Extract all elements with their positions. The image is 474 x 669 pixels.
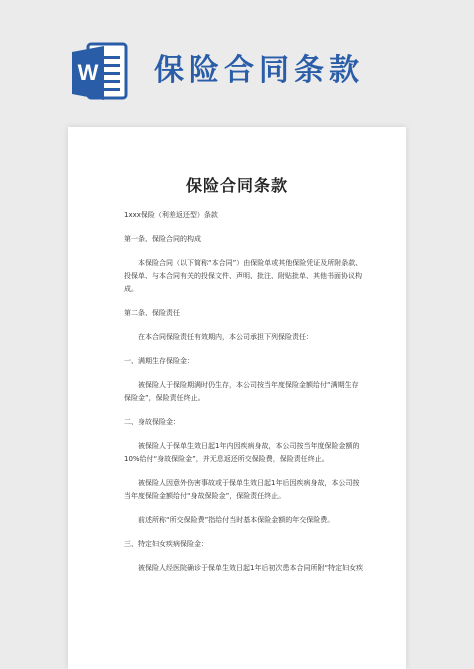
- paragraph: 本保险合同（以下简称“本合同”）由保险单或其他保险凭证及所附条款、投保单、与本合同有关的投保文件、声明、批注、附贴批单、其他书面协议构成。: [124, 259, 363, 293]
- paragraph: 被保险人经医院确诊于保单生效日起1年后初次患本合同所附“特定妇女疾: [138, 564, 364, 572]
- paragraph: 被保险人于保险期满时仍生存，本公司按当年度保险金额给付“满期生存保险金”，保险责任终止。: [124, 381, 359, 402]
- section-heading: 第二条、保险责任: [124, 309, 180, 317]
- word-icon-letter: W: [77, 60, 99, 85]
- document-page: [68, 127, 406, 669]
- document-title: 保险合同条款: [185, 176, 288, 195]
- document-body: [124, 209, 364, 586]
- header: [0, 0, 474, 110]
- paragraph: 前述所称“所交保险费”指给付当时基本保险金额的年交保险费。: [138, 516, 335, 524]
- clause-heading: 1xxx保险（利差返还型）条款: [124, 211, 218, 219]
- paragraph: 被保险人因意外伤害事故或于保单生效日起1年后因疾病身故，本公司按当年度保险金额给付“身故保险金”，保险责任终止。: [124, 479, 360, 500]
- subsection-heading: 二、身故保险金：: [124, 418, 180, 426]
- subsection-heading: 三、特定妇女疾病保险金：: [124, 540, 208, 548]
- paragraph: 被保险人于保单生效日起1年内因疾病身故，本公司按当年度保险金额的10%给付“身故保险金”，并无息返还所交保险费，保险责任终止。: [124, 442, 360, 463]
- section-heading: 第一条、保险合同的构成: [124, 235, 201, 243]
- word-doc-icon: [70, 40, 130, 104]
- header-title: 保险合同条款: [154, 53, 364, 88]
- paragraph: 在本合同保险责任有效期内，本公司承担下列保险责任：: [138, 333, 313, 341]
- subsection-heading: 一、满期生存保险金：: [124, 357, 194, 365]
